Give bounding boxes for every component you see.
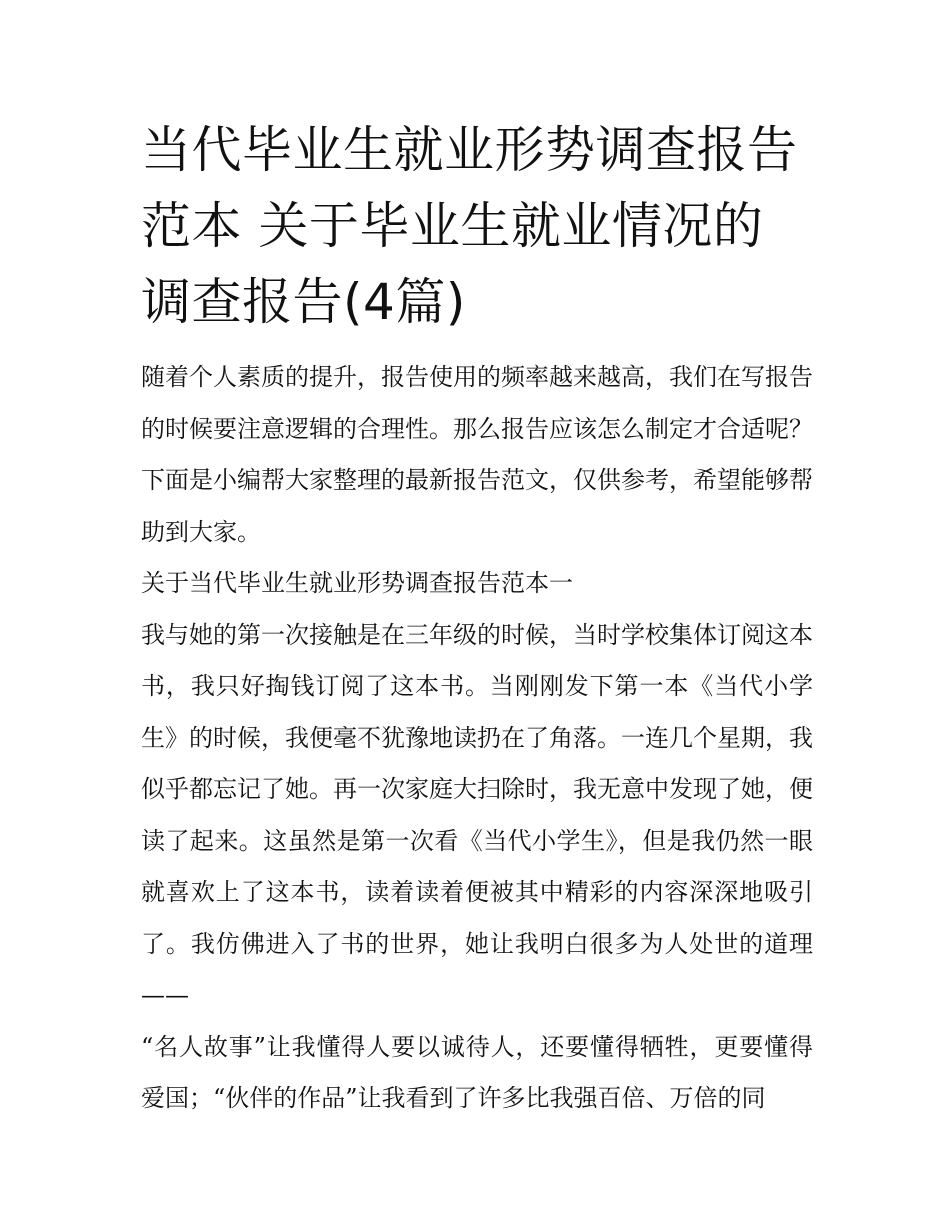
document-body [141,112,813,1125]
body-paragraph: “名人故事”让我懂得人要以诚待人，还要懂得牺牲，更要懂得爱国；“伙伴的作品”让我看到了许多比我强百倍、万倍的同 [141,1032,813,1112]
body-paragraph: 我与她的第一次接触是在三年级的时候，当时学校集体订阅这本书，我只好掏钱订阅了这本书。当刚刚发下第一本《当代小学生》的时候，我便毫不犹豫地读扔在了角落。一连几个星期，我似乎都忘记了她。再一次家庭大扫除时，我无意中发现了她，便读了起来。这虽然是第一次看《当代小学生》，但是我仍然一眼就喜欢上了这本书，读着读着便被其中精彩的内容深深地吸引了。我仿佛进入了书的世界，她让我明白很多为人处世的道理—— [141,620,813,1009]
document-title: 当代毕业生就业形势调查报告范本 关于毕业生就业情况的调查报告(4篇) [141,121,798,331]
section-heading: 关于当代毕业生就业形势调查报告范本一 [141,569,573,597]
intro-paragraph: 随着个人素质的提升，报告使用的频率越来越高，我们在写报告的时候要注意逻辑的合理性。那么报告应该怎么制定才合适呢？下面是小编帮大家整理的最新报告范文，仅供参考，希望能够帮助到大家。 [141,363,813,546]
